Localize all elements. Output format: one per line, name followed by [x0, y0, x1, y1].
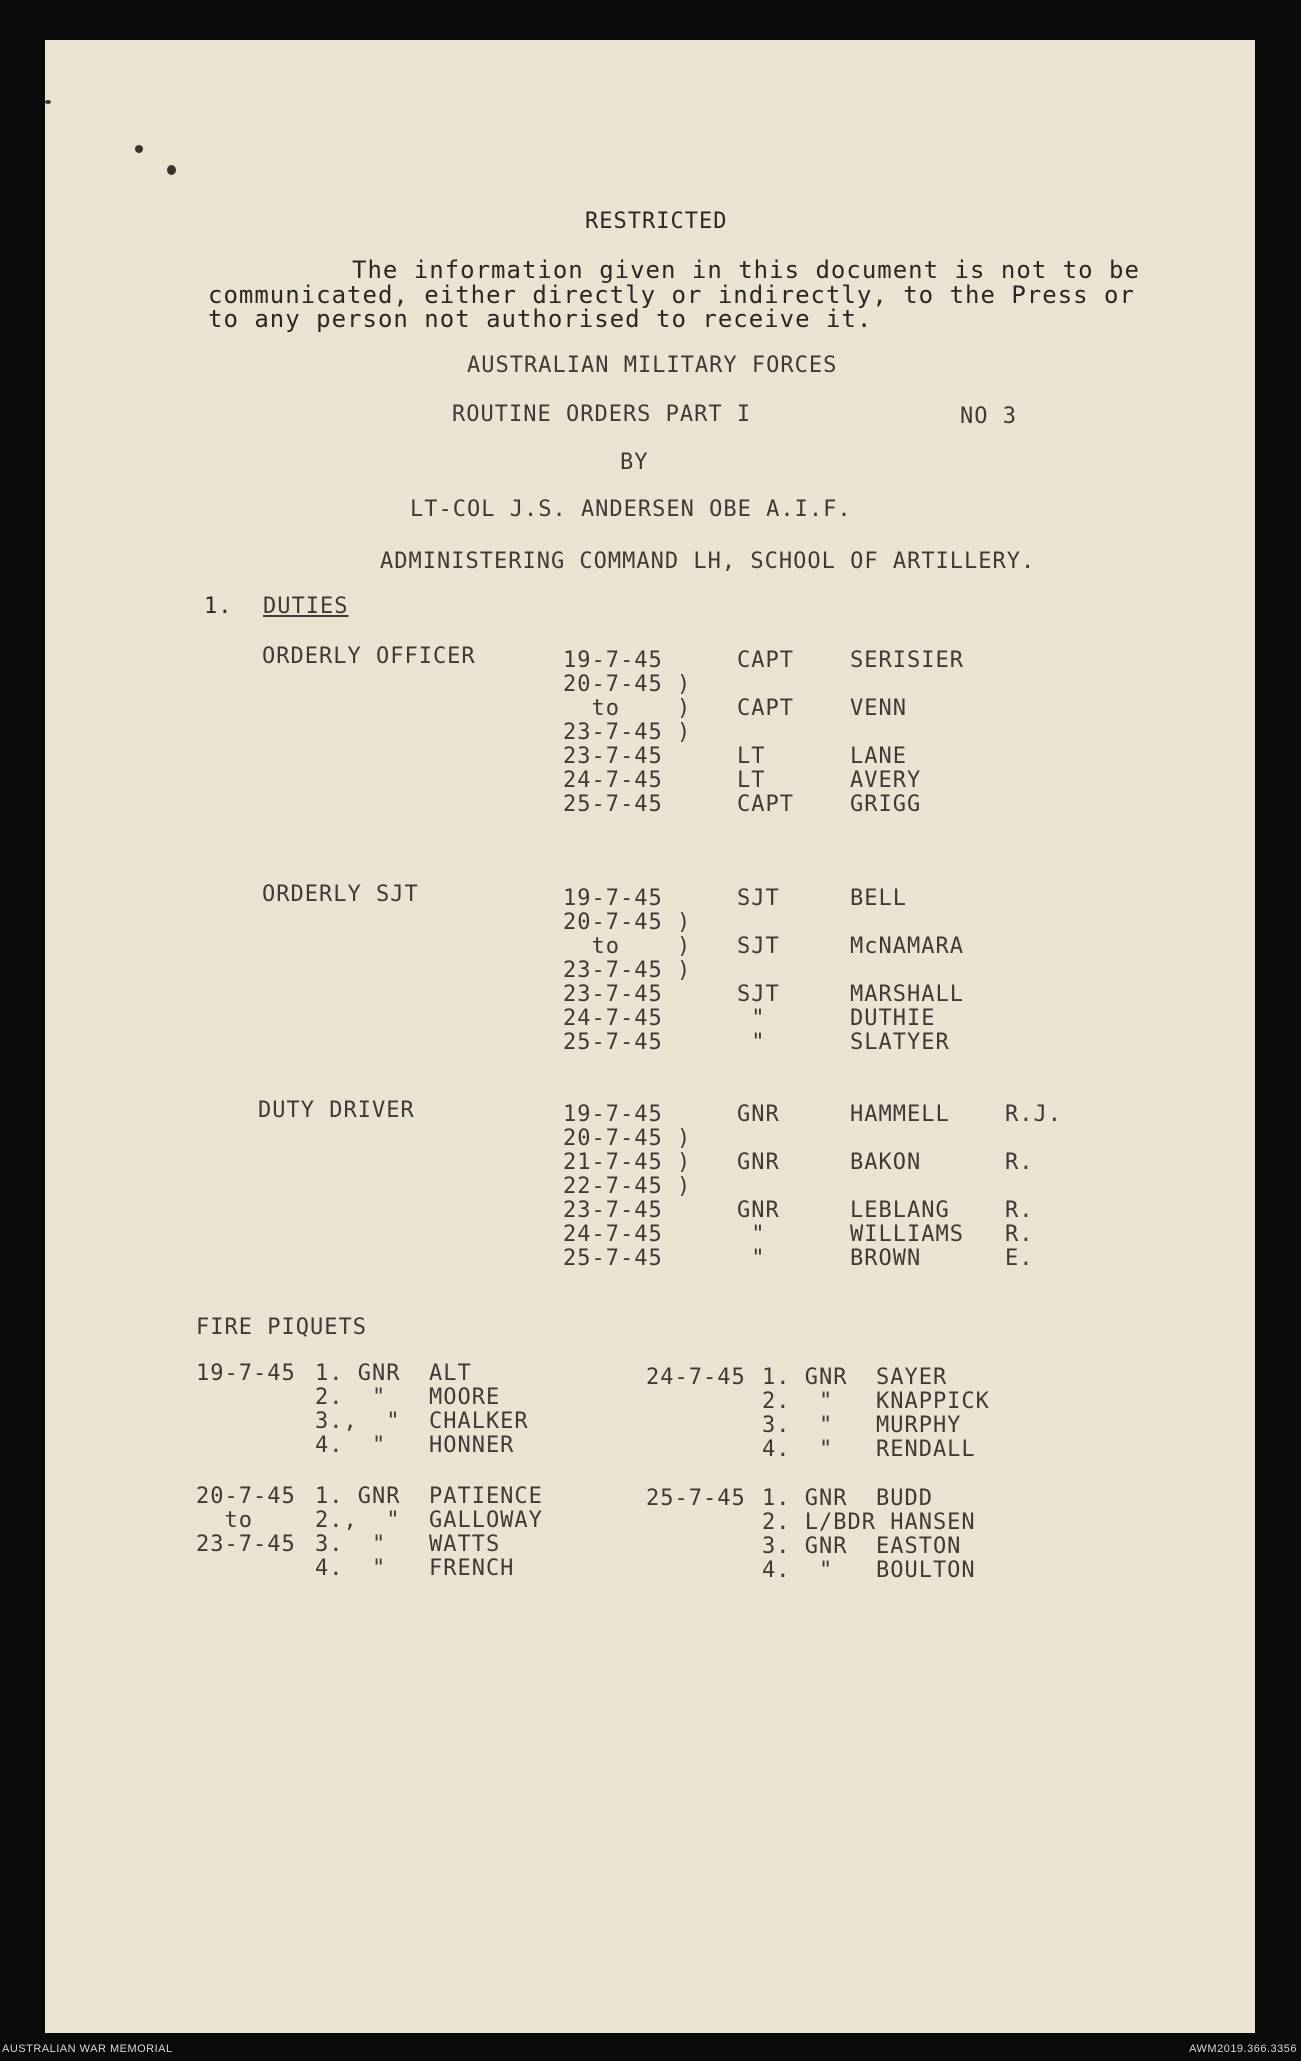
- duty-rank: ": [737, 1030, 766, 1055]
- picket-line: 3. " MURPHY: [762, 1413, 962, 1438]
- duty-init: R.: [1005, 1222, 1034, 1247]
- forces-heading: AUSTRALIAN MILITARY FORCES: [467, 353, 838, 378]
- piquets-title: FIRE PIQUETS: [196, 1315, 367, 1340]
- duty-name: BELL: [850, 886, 907, 911]
- duty-init: R.: [1005, 1150, 1034, 1175]
- notice-line-3: to any person not authorised to receive it.: [208, 305, 873, 333]
- duty-init: R.J.: [1005, 1102, 1062, 1127]
- duty-name: SERISIER: [850, 648, 964, 673]
- duty-date: 23-7-45 ): [563, 958, 692, 983]
- duty-name: DUTHIE: [850, 1006, 936, 1031]
- ink-speck: [167, 165, 176, 175]
- duty-name: McNAMARA: [850, 934, 964, 959]
- duty-date: 25-7-45: [563, 1030, 663, 1055]
- picket-date: 20-7-45: [196, 1484, 296, 1509]
- orders-heading: ROUTINE ORDERS PART I: [452, 402, 752, 427]
- order-number: NO 3: [960, 404, 1017, 429]
- picket-line: 3. " WATTS: [315, 1532, 501, 1557]
- picket-date: to: [196, 1508, 253, 1533]
- officer-line: LT-COL J.S. ANDERSEN OBE A.I.F.: [410, 497, 852, 522]
- duty-date: 20-7-45 ): [563, 1126, 692, 1151]
- duty-rank: SJT: [737, 886, 780, 911]
- duty-rank: CAPT: [737, 696, 794, 721]
- picket-line: 3. GNR EASTON: [762, 1534, 962, 1559]
- picket-line: 1. GNR ALT: [315, 1361, 472, 1386]
- duty-date: 19-7-45: [563, 886, 663, 911]
- duty-init: R.: [1005, 1198, 1034, 1223]
- picket-line: 1. GNR PATIENCE: [315, 1484, 543, 1509]
- duty-date: to ): [563, 696, 692, 721]
- picket-line: 4. " HONNER: [315, 1433, 515, 1458]
- picket-date: 25-7-45: [646, 1486, 746, 1511]
- duty-rank: SJT: [737, 982, 780, 1007]
- notice-line-2: communicated, either directly or indirectly, to the Press or: [208, 281, 1135, 309]
- duty-name: VENN: [850, 696, 907, 721]
- duty-name: HAMMELL: [850, 1102, 950, 1127]
- duty-rank: SJT: [737, 934, 780, 959]
- picket-line: 1. GNR SAYER: [762, 1365, 948, 1390]
- duty-rank: CAPT: [737, 792, 794, 817]
- picket-line: 4. " RENDALL: [762, 1437, 976, 1462]
- duty-date: 25-7-45: [563, 1246, 663, 1271]
- duty-date: 23-7-45: [563, 982, 663, 1007]
- restricted-heading: RESTRICTED: [585, 209, 728, 234]
- picket-line: 4. " BOULTON: [762, 1558, 976, 1583]
- duty-title-orderly-sjt: ORDERLY SJT: [262, 882, 419, 907]
- duty-date: 19-7-45: [563, 648, 663, 673]
- duty-rank: LT: [737, 768, 766, 793]
- duty-date: 19-7-45: [563, 1102, 663, 1127]
- duty-date: 24-7-45: [563, 1222, 663, 1247]
- duty-rank: ": [737, 1006, 766, 1031]
- picket-line: 3., " CHALKER: [315, 1409, 529, 1434]
- picket-line: 2. " MOORE: [315, 1385, 501, 1410]
- duty-title-duty-driver: DUTY DRIVER: [258, 1098, 415, 1123]
- picket-date: 23-7-45: [196, 1532, 296, 1557]
- duty-rank: GNR: [737, 1198, 780, 1223]
- duty-name: LEBLANG: [850, 1198, 950, 1223]
- by-line: BY: [620, 450, 649, 475]
- duty-name: BROWN: [850, 1246, 922, 1271]
- duty-name: LANE: [850, 744, 907, 769]
- duty-date: 22-7-45 ): [563, 1174, 692, 1199]
- duty-rank: GNR: [737, 1150, 780, 1175]
- duty-date: 21-7-45 ): [563, 1150, 692, 1175]
- duty-date: 25-7-45: [563, 792, 663, 817]
- duty-name: WILLIAMS: [850, 1222, 964, 1247]
- duty-date: 24-7-45: [563, 768, 663, 793]
- duty-name: BAKON: [850, 1150, 922, 1175]
- duty-rank: GNR: [737, 1102, 780, 1127]
- duty-name: SLATYER: [850, 1030, 950, 1055]
- duty-rank: ": [737, 1246, 766, 1271]
- duty-date: 23-7-45: [563, 1198, 663, 1223]
- duty-date: 20-7-45 ): [563, 672, 692, 697]
- duty-date: 24-7-45: [563, 1006, 663, 1031]
- command-line: ADMINISTERING COMMAND LH, SCHOOL OF ARTILLERY.: [380, 549, 1036, 574]
- duty-date: 23-7-45: [563, 744, 663, 769]
- picket-line: 2., " GALLOWAY: [315, 1508, 543, 1533]
- footer-left: AUSTRALIAN WAR MEMORIAL: [2, 2043, 173, 2055]
- picket-line: 4. " FRENCH: [315, 1556, 515, 1581]
- duty-init: E.: [1005, 1246, 1034, 1271]
- duty-name: MARSHALL: [850, 982, 964, 1007]
- picket-line: 2. " KNAPPICK: [762, 1389, 990, 1414]
- picket-date: 19-7-45: [196, 1361, 296, 1386]
- duty-name: AVERY: [850, 768, 922, 793]
- notice-line-1: The information given in this document is not to be: [352, 256, 1140, 284]
- section-number: 1.: [204, 594, 233, 619]
- footer-right: AWM2019.366.3356: [1189, 2043, 1297, 2055]
- duty-rank: LT: [737, 744, 766, 769]
- duty-date: to ): [563, 934, 692, 959]
- duty-rank: CAPT: [737, 648, 794, 673]
- duty-date: 23-7-45 ): [563, 720, 692, 745]
- duty-name: GRIGG: [850, 792, 922, 817]
- picket-line: 2. L/BDR HANSEN: [762, 1510, 976, 1535]
- duty-date: 20-7-45 ): [563, 910, 692, 935]
- duty-title-orderly-officer: ORDERLY OFFICER: [262, 644, 476, 669]
- duty-rank: ": [737, 1222, 766, 1247]
- section-title: DUTIES: [263, 594, 349, 619]
- ink-speck: [135, 145, 143, 153]
- ink-speck: [45, 100, 51, 104]
- picket-date: 24-7-45: [646, 1365, 746, 1390]
- picket-line: 1. GNR BUDD: [762, 1486, 933, 1511]
